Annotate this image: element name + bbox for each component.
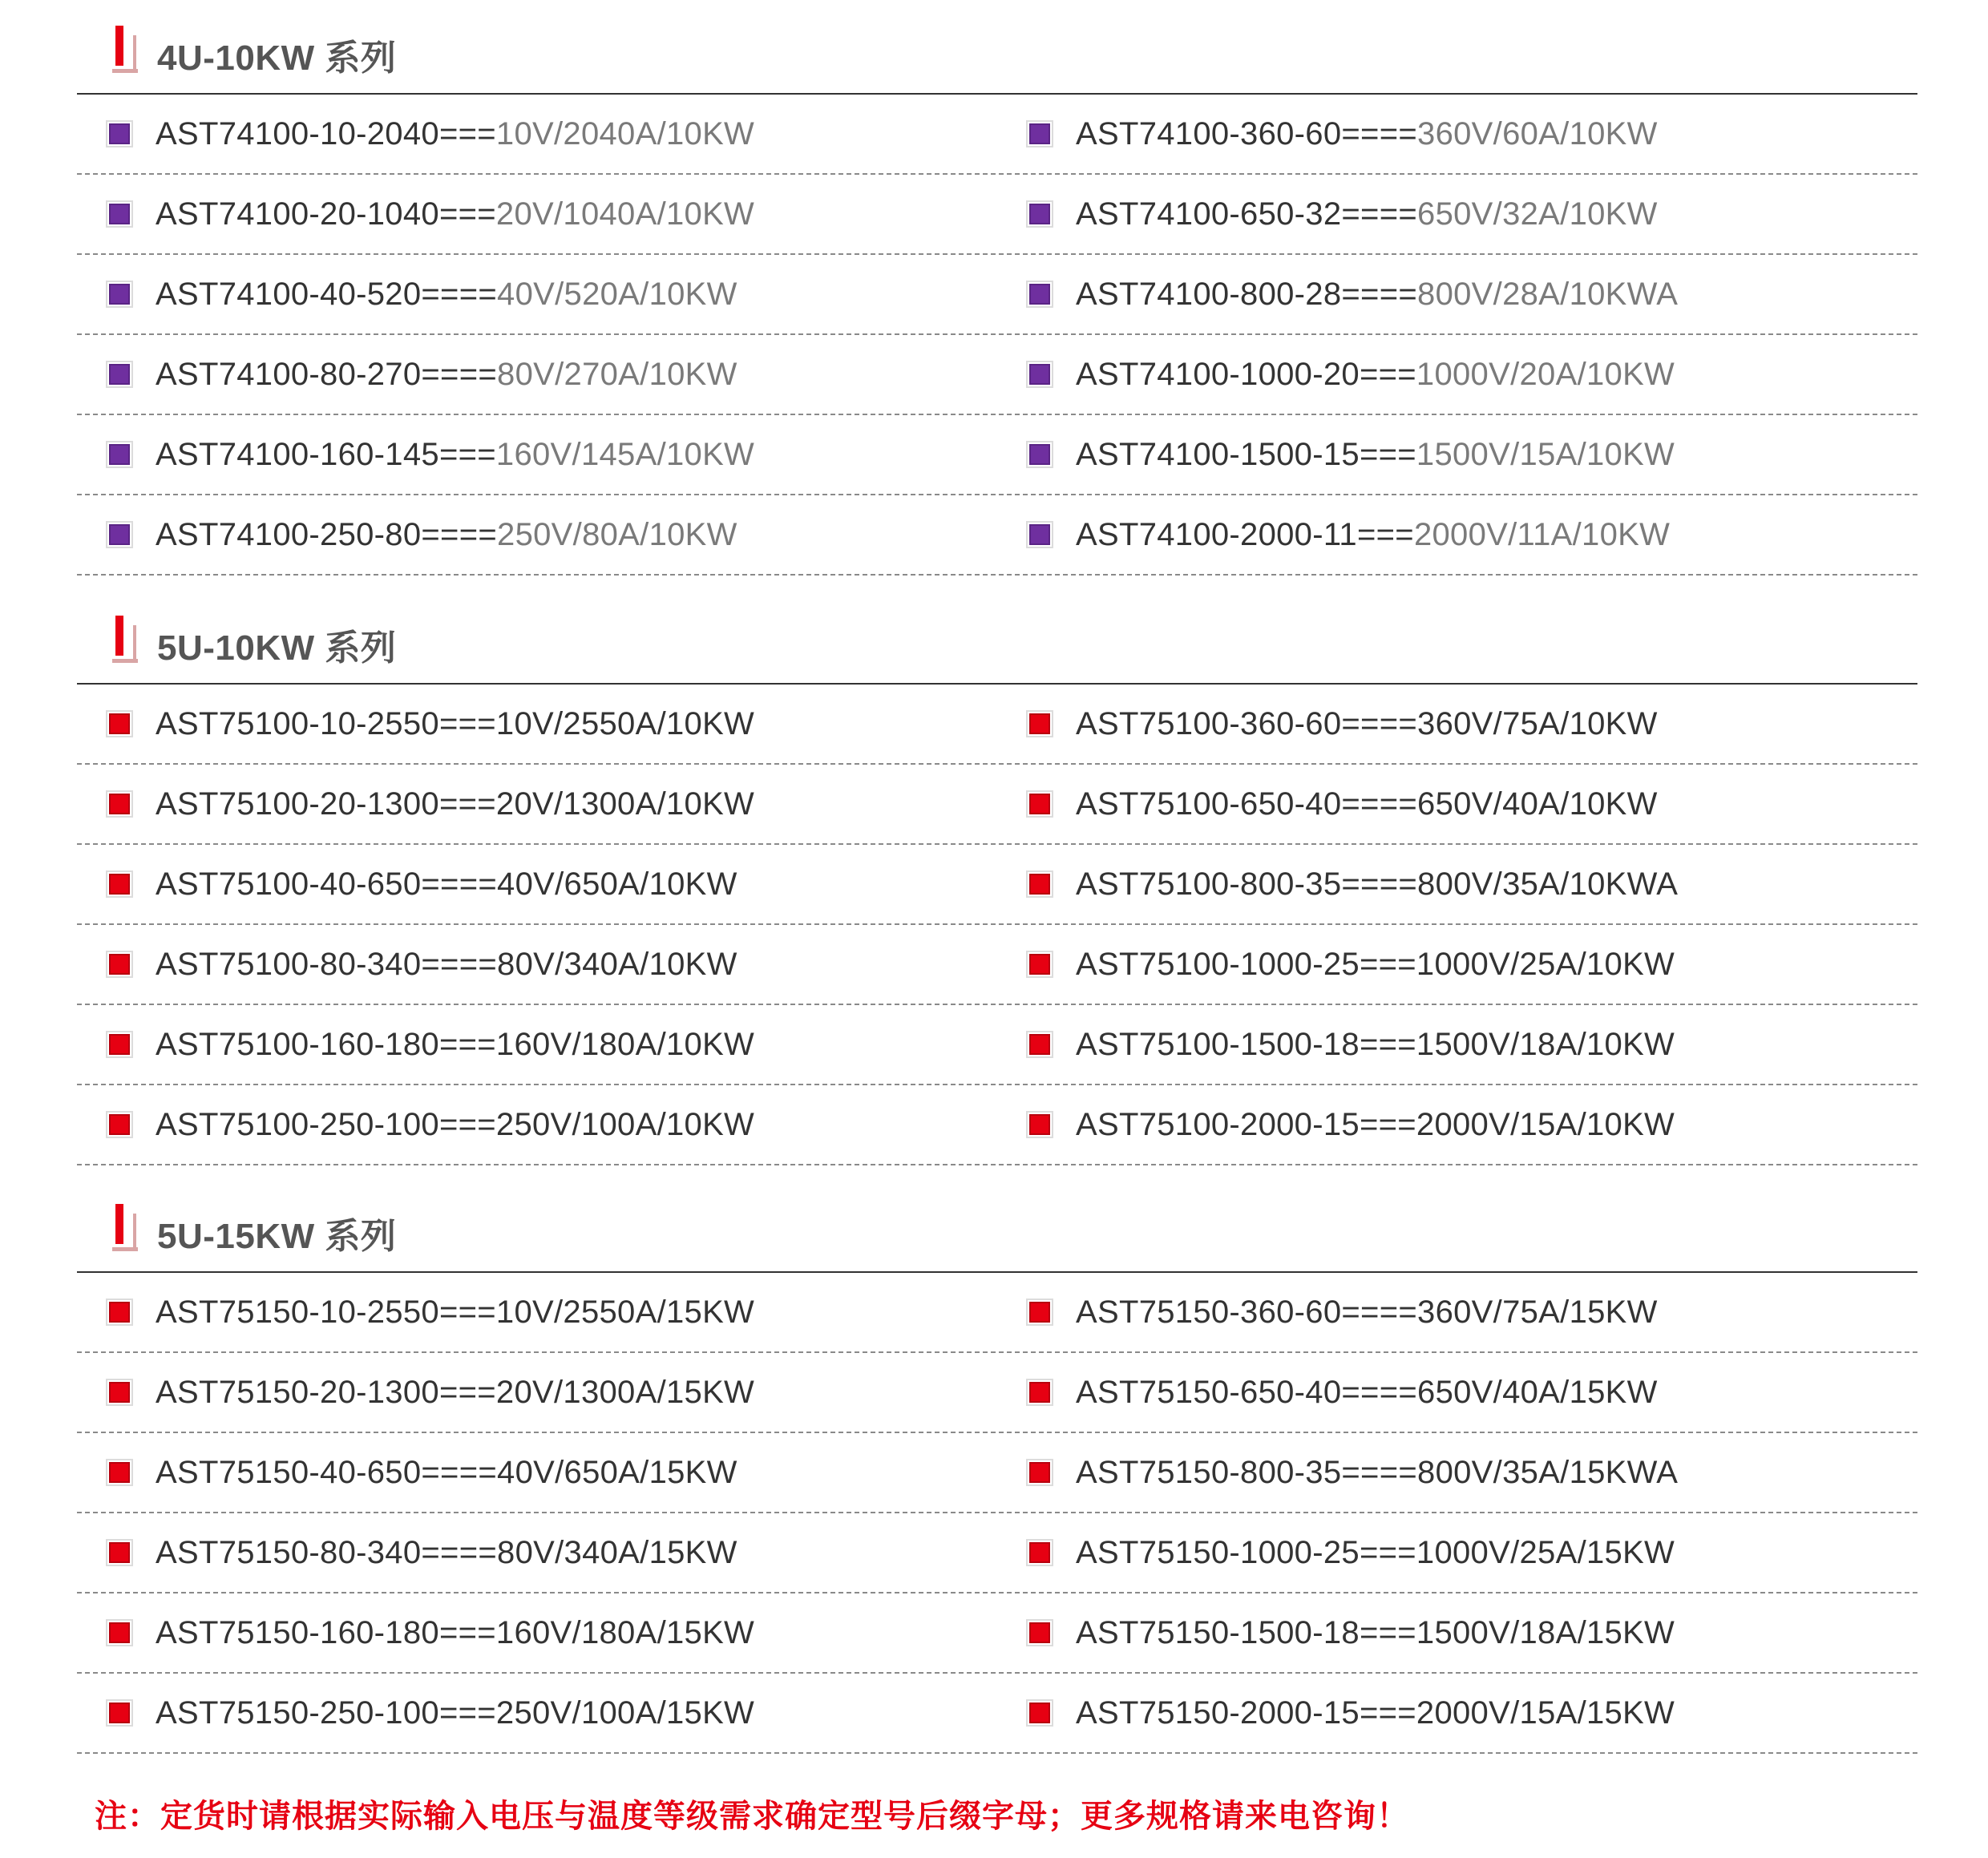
purple-square-icon: [1026, 120, 1053, 147]
model-item: [106, 495, 737, 574]
model-item: [106, 95, 754, 173]
model-item: [1026, 335, 1675, 414]
table-row: [77, 1674, 1917, 1754]
purple-square-icon: [1026, 281, 1053, 308]
model-item: [106, 925, 737, 1004]
model-spec: 10V/2550A/10KW: [495, 705, 755, 741]
model-spec: 2000V/11A/10KW: [1413, 516, 1671, 552]
model-item: [1026, 255, 1678, 333]
red-square-icon: [1026, 870, 1053, 898]
purple-square-icon: [1026, 361, 1053, 388]
purple-square-icon: [1026, 441, 1053, 468]
model-code: AST75150-2000-15===: [1076, 1694, 1416, 1731]
model-code: AST74100-1500-15===: [1076, 436, 1416, 472]
model-item: [106, 765, 754, 843]
model-spec: 40V/650A/15KW: [497, 1454, 737, 1490]
model-code: AST74100-40-520====: [156, 276, 498, 312]
model-spec: 650V/40A/15KW: [1417, 1374, 1658, 1410]
model-code: AST75150-10-2550===: [156, 1294, 496, 1330]
model-code: AST74100-20-1040===: [156, 196, 496, 232]
table-row: [77, 495, 1917, 576]
purple-square-icon: [106, 200, 133, 228]
section-marker-icon: [109, 1204, 139, 1254]
model-spec: 2000V/15A/15KW: [1416, 1694, 1675, 1731]
model-spec: 10V/2040A/10KW: [495, 115, 755, 151]
model-item: [106, 1353, 754, 1432]
model-spec: 40V/650A/10KW: [497, 866, 737, 902]
table-row: [77, 765, 1917, 845]
model-code: AST75150-800-35====: [1076, 1454, 1418, 1490]
model-code: AST75150-40-650====: [156, 1454, 498, 1490]
model-code: AST75150-250-100===: [156, 1694, 496, 1731]
red-square-icon: [1026, 790, 1053, 818]
model-code: AST74100-10-2040===: [156, 115, 496, 151]
red-square-icon: [106, 1619, 133, 1646]
model-code: AST75150-360-60====: [1076, 1294, 1418, 1330]
model-spec: 360V/60A/10KW: [1417, 115, 1658, 151]
red-square-icon: [1026, 1031, 1053, 1058]
model-spec: 10V/2550A/15KW: [495, 1294, 755, 1330]
table-row: [77, 1433, 1917, 1513]
order-note: 注：定货时请根据实际输入电压与温度等级需求确定型号后缀字母；更多规格请来电咨询！: [95, 1799, 1409, 1834]
red-square-icon: [1026, 1459, 1053, 1486]
model-spec: 1000V/25A/10KW: [1416, 946, 1675, 982]
red-square-icon: [1026, 1299, 1053, 1326]
model-spec: 1000V/20A/10KW: [1416, 356, 1675, 392]
model-code: AST74100-250-80====: [156, 516, 498, 552]
red-square-icon: [1026, 1539, 1053, 1566]
red-square-icon: [1026, 710, 1053, 737]
red-square-icon: [106, 1031, 133, 1058]
model-code: AST75150-650-40====: [1076, 1374, 1418, 1410]
model-spec: 1500V/18A/10KW: [1416, 1026, 1675, 1062]
red-square-icon: [106, 710, 133, 737]
table-row: [77, 255, 1917, 335]
model-item: [1026, 175, 1658, 253]
section-marker-icon: [109, 26, 139, 75]
red-square-icon: [106, 870, 133, 898]
model-item: [1026, 95, 1658, 173]
model-spec: 800V/28A/10KWA: [1417, 276, 1679, 312]
red-square-icon: [1026, 1619, 1053, 1646]
model-spec: 160V/180A/10KW: [495, 1026, 755, 1062]
section-header: [77, 1194, 1917, 1273]
model-item: [1026, 1005, 1675, 1084]
model-spec: 1000V/25A/15KW: [1416, 1534, 1675, 1570]
model-item: [106, 1513, 737, 1592]
model-spec: 80V/340A/15KW: [497, 1534, 737, 1570]
model-item: [1026, 765, 1658, 843]
table-row: [77, 1513, 1917, 1593]
model-code: AST75150-20-1300===: [156, 1374, 496, 1410]
model-item: [106, 1674, 754, 1752]
table-row: [77, 925, 1917, 1005]
model-item: [106, 685, 754, 763]
section-title: 5U-10KW 系列: [157, 628, 397, 668]
model-item: [1026, 1353, 1658, 1432]
red-square-icon: [106, 1539, 133, 1566]
table-row: [77, 1273, 1917, 1353]
model-code: AST75100-80-340====: [156, 946, 498, 982]
model-spec: 800V/35A/10KWA: [1417, 866, 1679, 902]
model-code: AST75150-1500-18===: [1076, 1614, 1416, 1650]
model-code: AST74100-650-32====: [1076, 196, 1418, 232]
model-item: [106, 1085, 754, 1164]
table-row: [77, 1085, 1917, 1165]
model-spec: 360V/75A/15KW: [1417, 1294, 1658, 1330]
model-spec: 2000V/15A/10KW: [1416, 1106, 1675, 1142]
model-item: [106, 415, 754, 494]
purple-square-icon: [106, 441, 133, 468]
red-square-icon: [106, 1459, 133, 1486]
table-row: [77, 1005, 1917, 1085]
model-code: AST75100-2000-15===: [1076, 1106, 1416, 1142]
model-item: [106, 255, 737, 333]
red-square-icon: [106, 1379, 133, 1406]
red-square-icon: [106, 1111, 133, 1138]
model-item: [1026, 925, 1675, 1004]
table-row: [77, 685, 1917, 765]
model-code: AST75100-650-40====: [1076, 786, 1418, 822]
red-square-icon: [106, 1299, 133, 1326]
table-row: [77, 335, 1917, 415]
section-4u-10kw: [77, 16, 1917, 576]
model-code: AST75100-800-35====: [1076, 866, 1418, 902]
model-item: [106, 1005, 754, 1084]
model-code: AST75100-360-60====: [1076, 705, 1418, 741]
red-square-icon: [106, 790, 133, 818]
model-code: AST75100-250-100===: [156, 1106, 496, 1142]
model-spec: 250V/80A/10KW: [497, 516, 737, 552]
model-spec: 250V/100A/10KW: [495, 1106, 755, 1142]
model-code: AST75100-1000-25===: [1076, 946, 1416, 982]
model-spec: 360V/75A/10KW: [1417, 705, 1658, 741]
model-item: [1026, 1593, 1675, 1672]
model-item: [1026, 1433, 1678, 1512]
red-square-icon: [1026, 1379, 1053, 1406]
model-item: [106, 1593, 754, 1672]
purple-square-icon: [1026, 200, 1053, 228]
red-square-icon: [1026, 951, 1053, 978]
model-spec: 20V/1300A/15KW: [495, 1374, 755, 1410]
model-spec: 650V/32A/10KW: [1417, 196, 1658, 232]
model-spec: 160V/180A/15KW: [495, 1614, 755, 1650]
model-spec: 160V/145A/10KW: [495, 436, 755, 472]
purple-square-icon: [106, 281, 133, 308]
purple-square-icon: [106, 521, 133, 548]
model-item: [1026, 845, 1678, 923]
purple-square-icon: [1026, 521, 1053, 548]
model-code: AST75100-40-650====: [156, 866, 498, 902]
table-row: [77, 1353, 1917, 1433]
model-item: [106, 1273, 754, 1351]
purple-square-icon: [106, 120, 133, 147]
red-square-icon: [1026, 1111, 1053, 1138]
model-code: AST74100-800-28====: [1076, 276, 1418, 312]
model-item: [1026, 1513, 1675, 1592]
model-item: [106, 175, 754, 253]
table-row: [77, 415, 1917, 495]
model-code: AST74100-1000-20===: [1076, 356, 1416, 392]
model-code: AST74100-360-60====: [1076, 115, 1418, 151]
section-header: [77, 16, 1917, 95]
model-code: AST74100-2000-11===: [1076, 516, 1414, 552]
model-item: [1026, 495, 1670, 574]
model-spec: 1500V/18A/15KW: [1416, 1614, 1675, 1650]
model-item: [106, 845, 737, 923]
model-item: [1026, 1674, 1675, 1752]
model-spec: 20V/1040A/10KW: [495, 196, 755, 232]
red-square-icon: [1026, 1699, 1053, 1727]
table-row: [77, 845, 1917, 925]
red-square-icon: [106, 951, 133, 978]
table-row: [77, 95, 1917, 175]
model-spec: 800V/35A/15KWA: [1417, 1454, 1679, 1490]
model-code: AST75100-160-180===: [156, 1026, 496, 1062]
model-code: AST75150-80-340====: [156, 1534, 498, 1570]
model-code: AST75150-1000-25===: [1076, 1534, 1416, 1570]
table-row: [77, 175, 1917, 255]
purple-square-icon: [106, 361, 133, 388]
model-spec: 650V/40A/10KW: [1417, 786, 1658, 822]
model-code: AST75150-160-180===: [156, 1614, 496, 1650]
model-code: AST75100-10-2550===: [156, 705, 496, 741]
model-spec: 250V/100A/15KW: [495, 1694, 755, 1731]
section-5u-10kw: [77, 606, 1917, 1165]
model-code: AST74100-80-270====: [156, 356, 498, 392]
model-spec: 40V/520A/10KW: [497, 276, 737, 312]
model-spec: 80V/270A/10KW: [497, 356, 737, 392]
model-item: [106, 1433, 737, 1512]
section-marker-icon: [109, 616, 139, 665]
model-code: AST75100-20-1300===: [156, 786, 496, 822]
model-item: [1026, 415, 1675, 494]
red-square-icon: [106, 1699, 133, 1727]
model-spec: 1500V/15A/10KW: [1416, 436, 1675, 472]
table-row: [77, 1593, 1917, 1674]
model-spec: 20V/1300A/10KW: [495, 786, 755, 822]
section-title: 4U-10KW 系列: [157, 38, 397, 78]
model-spec: 80V/340A/10KW: [497, 946, 737, 982]
model-item: [1026, 685, 1658, 763]
model-item: [106, 335, 737, 414]
model-code: AST75100-1500-18===: [1076, 1026, 1416, 1062]
model-item: [1026, 1085, 1675, 1164]
section-title: 5U-15KW 系列: [157, 1217, 397, 1256]
model-code: AST74100-160-145===: [156, 436, 496, 472]
section-header: [77, 606, 1917, 685]
section-5u-15kw: [77, 1194, 1917, 1754]
model-item: [1026, 1273, 1658, 1351]
